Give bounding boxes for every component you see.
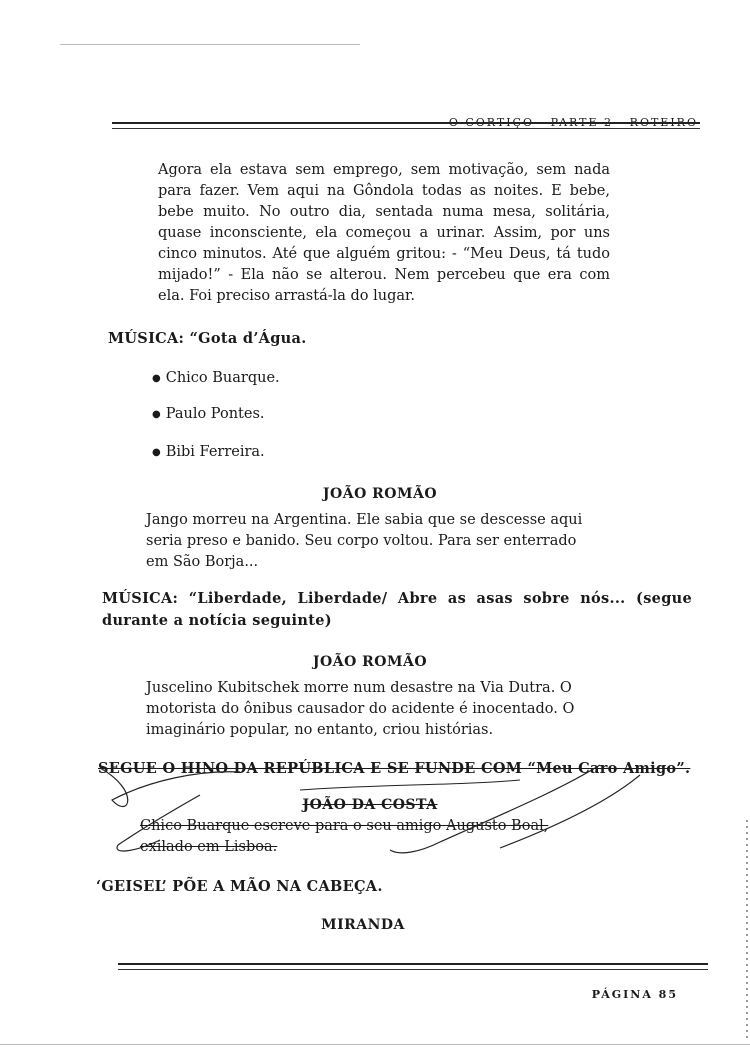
credit-chico-buarque: ● Chico Buarque. [152,370,280,386]
bullet-icon: ● [152,408,161,420]
header-rule-top [112,122,700,124]
scan-artifact [0,1044,750,1045]
struck-direction-hino: SEGUE O HINO DA REPÚBLICA E SE FUNDE COM “Meu Caro Amigo”. [98,760,691,777]
struck-paragraph-boal: Chico Buarque escreve para o seu amigo Augusto Boal, exilado em Lisboa. [140,818,549,855]
header-rule-bottom [112,128,700,129]
credit-bibi-ferreira: ● Bibi Ferreira. [152,444,265,460]
paragraph-jango: Jango morreu na Argentina. Ele sabia que se descesse aqui seria preso e banido. Seu corpo voltou. Para ser enterrado em São Borja... [146,512,583,570]
page-number: PÁGINA 85 [591,988,678,1001]
credit-paulo-pontes: ● Paulo Pontes. [152,406,265,422]
scan-artifact [60,44,360,45]
running-header: O CORTIÇO - PARTE 2 - ROTEIRO [448,116,698,129]
footer-rule-bottom [118,969,708,970]
footer-rule-top [118,963,708,965]
paragraph-nightclub: Agora ela estava sem emprego, sem motivação, sem nada para fazer. Vem aqui na Gôndola todas as noites. E bebe, bebe muito. No outro dia, sentada numa mesa, solitária, quase inconsciente, ela começou a urinar. Assim, por uns cinco minutos. Até que alguém gritou: - “Meu Deus, tá tudo mijado!” - Ela não se alterou. Nem percebeu que era com ela. Foi preciso arrastá-la do lugar. [158,162,610,304]
character-joao-da-costa: JOÃO DA COSTA [302,797,438,813]
character-joao-romao-2: JOÃO ROMÃO [312,654,428,670]
music-cue-gota-dagua: MÚSICA: “Gota d’Água. [108,330,307,347]
music-cue-liberdade: MÚSICA: “Liberdade, Liberdade/ Abre as asas sobre nós... (segue durante a notícia seguinte) [102,590,692,629]
paragraph-juscelino: Juscelino Kubitschek morre num desastre na Via Dutra. O motorista do ônibus causador do acidente é inocentado. O imaginário popular, no entanto, criou histórias. [146,680,575,738]
bullet-icon: ● [152,372,161,384]
bullet-icon: ● [152,446,161,458]
scan-edge-artifact [746,820,748,1040]
stage-direction-geisel: ‘GEISEL’ PÕE A MÃO NA CABEÇA. [96,878,383,895]
character-miranda: MIRANDA [321,917,405,933]
character-joao-romao-1: JOÃO ROMÃO [322,486,438,502]
